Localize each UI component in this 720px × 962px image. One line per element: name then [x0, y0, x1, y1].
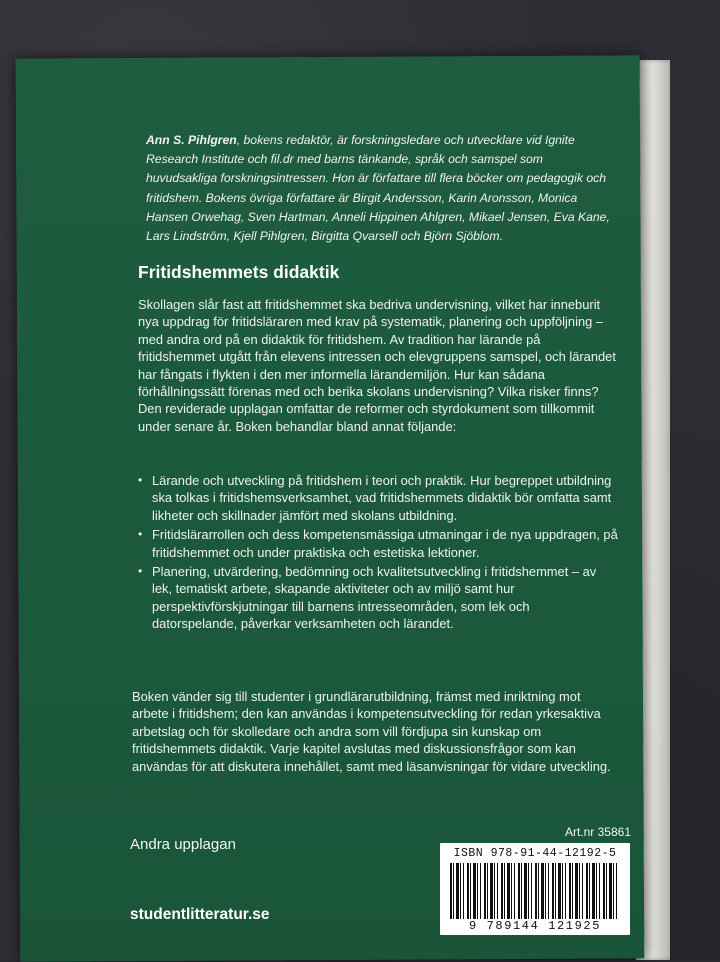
list-item	[138, 563, 618, 633]
list-item	[138, 472, 618, 524]
list-item-text: Fritidslärarrollen och dess kompetensmässiga utmaningar i de nya uppdragen, på fritidshemmet och under praktiska och estetiska lektioner.	[152, 527, 618, 560]
list-item	[138, 526, 618, 561]
bullet-icon: •	[138, 564, 143, 579]
list-item-text: Lärande och utveckling på fritidshem i teori och praktik. Hur begreppet utbildning ska tolkas i fritidshemsverksamhet, vad fritidshemmets didaktik bör omfatta samt likheter och skillnader jämfört med skolans utbildning.	[152, 473, 612, 523]
author-bio	[146, 131, 616, 246]
intro-paragraph: Skollagen slår fast att fritidshemmet ska bedriva undervisning, vilket har inneburit nya uppdrag för fritidsläraren med krav på systematik, planering och uppföljning – med andra ord på en didaktik för fritidshem. Av tradition har lärande på fritidshemmet utgått från elevens intressen och elevgruppens samspel, och lärandet har fångats i flykten i den mer informella lärandemiljön. Hur kan sådana förhållningssätt förenas med och berika skolans undervisning? Vilka risker finns? Den reviderade upplagan omfattar de reformer och styrdokument som tillkommit under senare år. Boken behandlar bland annat följande:	[138, 297, 616, 434]
article-number: Art.nr 35861	[564, 825, 631, 839]
bullet-icon: •	[138, 527, 143, 542]
barcode-bars	[450, 863, 620, 919]
book-title: Fritidshemmets didaktik	[138, 262, 340, 282]
topic-list	[138, 472, 618, 635]
barcode-digits: 9 789144 121925	[468, 919, 602, 933]
list-item-text: Planering, utvärdering, bedömning och kvalitetsutveckling i fritidshemmet – av lek, tematiskt arbete, skapande aktiviteter och av miljö samt hur perspektivförskjutningar till barnens intresseområden, som lek och datorspelande, påverkar verksamheten och lärandet.	[152, 564, 597, 632]
publisher-url: studentlitteratur.se	[130, 906, 270, 923]
author-name: Ann S. Pihlgren	[146, 133, 237, 147]
bullet-icon: •	[138, 473, 143, 487]
isbn-text: ISBN 978-91-44-12192-5	[453, 847, 617, 860]
barcode	[440, 843, 630, 935]
author-bio-text: , bokens redaktör, är forskningsledare och utvecklare vid Ignite Research Institute och fil.dr med barns tänkande, språk och samspel som huvudsakliga forskningsintressen. Hon är författare till flera böcker om pedagogik och fritidshem. Bokens övriga författare är Birgit Andersson, Karin Aronsson, Monica Hansen Orwehag, Sven Hartman, Anneli Hippinen Ahlgren, Mikael Jensen, Eva Kane, Lars Lindström, Kjell Pihlgren, Birgitta Qvarsell och Björn Sjöblom.	[146, 133, 610, 244]
audience-paragraph: Boken vänder sig till studenter i grundlärarutbildning, främst med inriktning mot arbete i fritidshem; den kan användas i kompetensutveckling för redan yrkesaktiva arbetslag och för skolledare och andra som vill fördjupa sin kunskap om fritidshemmets didaktik. Varje kapitel avslutas med diskussionsfrågor som kan användas för att diskutera innehållet, samt med läsanvisningar för vidare utveckling.	[132, 689, 611, 774]
edition-label: Andra upplagan	[130, 836, 236, 853]
